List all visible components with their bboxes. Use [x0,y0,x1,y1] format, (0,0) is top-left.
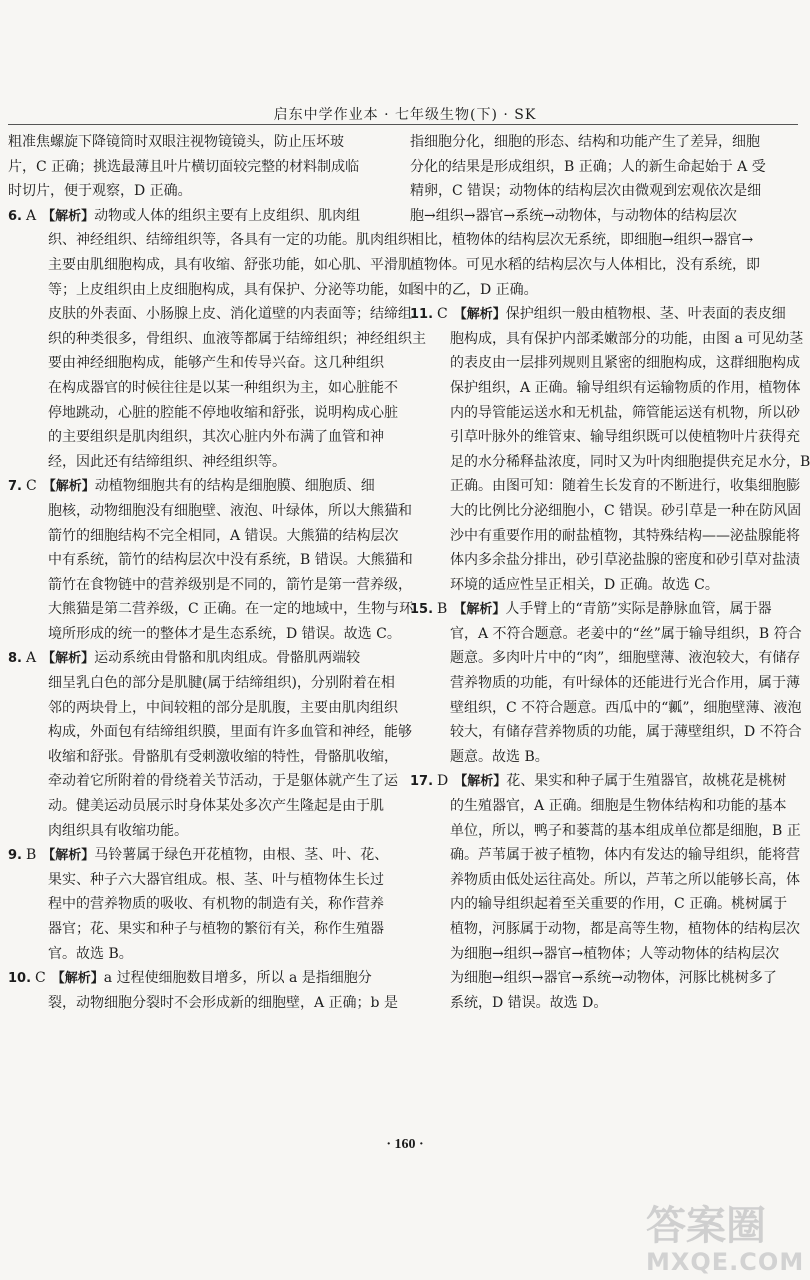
line-text: 织、神经组织、结缔组织等，各具有一定的功能。肌肉组织 [48,232,412,249]
line-text: 动物或人体的组织主要有上皮组织、肌肉组 [94,207,361,224]
line-text: 收缩和舒张。骨骼肌有受刺激收缩的特性，骨骼肌收缩， [48,748,398,765]
text-line [410,179,800,204]
answer-letter: B [25,847,37,864]
question-number: 7. [8,479,22,495]
text-line [410,253,800,278]
answer-entry [410,130,800,302]
text-line [8,597,414,622]
analysis-tag: 【解析】 [42,651,95,667]
text-line [8,966,376,991]
line-text: 的主要组织是肌肉组织，其次心脏内外布满了血管和神 [48,429,384,446]
text-line [410,450,810,475]
line-text: 果实、种子六大器官组成。根、茎、叶与植物体生长过 [48,871,384,888]
line-text: 内的导管能运送水和无机盐，筛管能运送有机物，所以砂 [450,404,800,421]
text-line [8,351,384,376]
line-text: 官，A 不符合题意。老姜中的“丝”属于输导组织，B 符合 [450,625,802,642]
text-line [410,327,804,352]
text-line [8,843,389,868]
line-text: 指细胞分化，细胞的形态、结构和功能产生了差异，细胞 [410,134,760,150]
question-number: 15. [410,602,434,618]
line-text: 运动系统由骨骼和肌肉组成。骨骼肌两端较 [94,650,361,667]
line-text: 主要由肌细胞构成，具有收缩、舒张功能，如心肌、平滑肌 [48,256,412,273]
line-text: 停地跳动，心脏的腔能不停地收缩和舒张，说明构成心脏 [48,404,398,421]
text-line [410,302,800,327]
answer-letter: D [437,773,449,790]
line-text: 内的输导组织起着至关重要的作用，C 正确。桃树属于 [450,896,788,913]
analysis-tag: 【解析】 [42,848,95,864]
answer-entry [410,302,810,597]
line-text: 箭竹的细胞结构不完全相同，A 错误。大熊猫的结构层次 [48,527,399,544]
line-text: 营养物质的功能，有叶绿体的还能进行光合作用，属于薄 [450,675,800,692]
line-text: 植物，河豚属于动物，都是高等生物，植物体的结构层次 [450,921,800,937]
text-line [410,351,800,376]
right-column [410,130,810,1015]
text-line [8,204,376,229]
text-line [410,228,800,253]
answer-entry [410,769,800,1015]
line-text: 足的水分稀释盐浓度，同时又为叶肉细胞提供充足水分，B [450,453,810,470]
text-line [8,868,384,893]
answer-letter: C [437,306,448,323]
line-text: 人手臂上的“青筋”实际是静脉血管，属于器 [505,601,772,618]
line-text: 细呈乳白色的部分是肌腱(属于结缔组织)，分别附着在相 [48,675,395,692]
watermark-site: MXQE.COM [646,1248,805,1276]
line-text: 构成，外面包有结缔组织膜，里面有许多血管和神经，能够 [48,724,412,741]
line-text: 保护组织一般由植物根、茎、叶表面的表皮细 [505,306,786,323]
answer-entry [8,966,398,1015]
line-text: 单位，所以，鸭子和蒌蒿的基本组成单位都是细胞，B 正 [450,822,801,839]
line-text: 引草叶脉外的维管束、输导组织既可以使植物叶片获得充 [450,429,800,446]
line-text: 正确。由图可知：随着生长发育的不断进行，收集细胞膨 [450,478,800,495]
line-text: 的表皮由一层排列规则且紧密的细胞构成，这群细胞构成 [450,355,800,372]
text-line [8,155,376,180]
line-text: 体内多余盐分排出，砂引草泌盐腺的密度和砂引草对盐渍 [450,552,800,569]
answer-letter: B [437,601,448,618]
text-line [410,819,800,844]
analysis-tag: 【解析】 [453,602,506,618]
line-text: 大的比例比分泌细胞小，C 错误。砂引草是一种在防风固 [450,502,802,519]
text-line [8,942,376,967]
line-text: a 过程使细胞数目增多，所以 a 是指细胞分 [103,970,372,987]
text-line [410,966,800,991]
text-line [410,868,800,893]
text-line [410,745,800,770]
text-line [8,253,412,278]
line-text: 胞→组织→器官→系统→动物体，与动物体的结构层次 [410,207,737,224]
line-text: 为细胞→组织→器官→系统→动物体，河豚比桃树多了 [450,970,777,987]
line-text: 片，C 正确；挑选最薄且叶片横切面较完整的材料制成临 [8,158,360,175]
text-line [410,720,800,745]
line-text: 肉组织具有收缩功能。 [48,822,188,839]
line-text: 的生殖器官，A 正确。细胞是生物体结构和功能的基本 [450,798,787,815]
text-line [8,524,399,549]
text-line [410,646,800,671]
line-text: 胞核，动物细胞没有细胞壁、液泡、叶绿体，所以大熊猫和 [48,502,412,519]
text-line [410,155,800,180]
line-text: 箭竹在食物链中的营养级别是不同的，箭竹是第一营养级， [48,576,412,593]
line-text: 裂，动物细胞分裂时不会形成新的细胞壁，A 正确；b 是 [48,994,398,1011]
text-line [410,401,800,426]
line-text: 程中的营养物质的吸收、有机物的制造有关，称作营养 [48,896,384,913]
text-line [8,401,398,426]
line-text: 植物体。可见水稻的结构层次与人体相比，没有系统，即 [410,256,760,273]
line-text: 分化的结果是形成组织，B 正确；人的新生命起始于 A 受 [410,158,766,175]
line-text: 精卵，C 错误；动物体的结构层次由微观到宏观依次是细 [410,183,762,200]
text-line [410,278,800,303]
text-line [8,671,395,696]
answer-entry [8,130,376,204]
line-text: 牵动着它所附着的骨绕着关节活动，于是躯体就产生了运 [48,773,398,790]
watermark-logo-text: 答案圈 [646,1203,766,1249]
question-number: 6. [8,208,22,224]
header-divider [8,124,798,125]
text-line [8,278,412,303]
text-line [410,548,800,573]
text-line [8,228,412,253]
line-text: 胞构成，具有保护内部柔嫩部分的功能，由图 a 可见幼茎 [450,330,804,347]
text-line [410,917,800,942]
text-line [410,622,800,647]
line-text: 养物质由低处运往高处。所以，芦苇之所以能够长高，体 [450,871,800,888]
text-line [8,696,398,721]
text-line [410,573,800,598]
line-text: 在构成器官的时候往往是以某一种组织为主，如心脏能不 [48,379,398,396]
answer-letter: C [35,970,46,987]
line-text: 经，因此还有结缔组织、神经组织等。 [48,453,286,470]
text-line [8,917,384,942]
text-line [8,425,384,450]
line-text: 中有系统，箭竹的结构层次中没有系统，B 错误。大熊猫和 [48,552,413,569]
text-line [410,499,800,524]
line-text: 为细胞→组织→器官→植物体；人等动物体的结构层次 [450,945,780,962]
line-text: 较大，有储存营养物质的功能，属于薄壁组织，D 不符合 [450,724,802,741]
line-text: 图中的乙，D 正确。 [410,281,538,298]
analysis-tag: 【解析】 [454,774,507,790]
text-line [410,130,800,155]
line-text: 织的种类很多，骨组织、血液等都属于结缔组织；神经组织主 [48,330,426,347]
question-number: 9. [8,848,22,864]
line-text: 相比，植物体的结构层次无系统，即细胞→组织→器官→ [410,232,754,249]
text-line [8,769,398,794]
text-line [410,204,800,229]
text-line [8,622,401,647]
line-text: 邻的两块骨上，中间较粗的部分是肌腹，主要由肌肉组织 [48,699,398,716]
text-line [410,794,800,819]
analysis-tag: 【解析】 [453,307,506,323]
text-line [8,892,384,917]
text-line [8,646,376,671]
line-text: 保护组织，A 正确。输导组织有运输物质的作用，植物体 [450,379,801,396]
text-line [8,376,398,401]
line-text: 官。故选 B。 [48,945,133,962]
text-line [8,130,376,155]
line-text: 系统，D 错误。故选 D。 [450,994,608,1011]
question-number: 8. [8,651,22,667]
question-number: 10. [8,971,32,987]
text-line [410,991,800,1016]
text-line [410,843,800,868]
text-line [410,524,800,549]
line-text: 确。芦苇属于被子植物，体内有发达的输导组织，能将营 [450,847,800,864]
line-text: 动。健美运动员展示时身体某处多次产生隆起是由于肌 [48,798,384,815]
answer-letter: A [25,650,37,667]
analysis-tag: 【解析】 [42,208,95,224]
text-line [8,548,413,573]
page-number: · 160 · [386,1137,424,1152]
analysis-tag: 【解析】 [51,971,104,987]
text-line [8,474,376,499]
text-line [8,179,376,204]
text-line [410,425,800,450]
text-line [410,597,800,622]
line-text: 题意。多肉叶片中的“肉”，细胞壁薄、液泡较大，有储存 [450,650,801,667]
text-line [8,573,412,598]
answer-entry [410,597,800,769]
answer-letter: C [25,478,37,495]
text-line [410,769,800,794]
answer-letter: A [25,207,37,224]
question-number: 17. [410,774,434,790]
line-text: 要由神经细胞构成，能够产生和传导兴奋。这几种组织 [48,355,384,372]
line-text: 马铃薯属于绿色开花植物，由根、茎、叶、花、 [94,847,389,864]
text-line [8,302,412,327]
answer-entry [8,843,389,966]
line-text: 动植物细胞共有的结构是细胞膜、细胞质、细 [94,478,375,495]
line-text: 花、果实和种子属于生殖器官，故桃花是桃树 [506,773,787,790]
text-line [8,819,376,844]
line-text: 环境的适应性呈正相关，D 正确。故选 C。 [450,576,719,593]
text-line [410,376,800,401]
text-line [8,794,384,819]
text-line [8,991,398,1016]
line-text: 粗准焦螺旋下降镜筒时双眼注视物镜镜头，防止压坏玻 [8,134,344,150]
text-line [410,474,800,499]
line-text: 器官；花、果实和种子与植物的繁衍有关，称作生殖器 [48,921,384,937]
answer-entry [8,474,414,646]
line-text: 沙中有重要作用的耐盐植物，其特殊结构——泌盐腺能将 [450,527,800,544]
line-text: 境所形成的统一的整体才是生态系统，D 错误。故选 C。 [48,625,401,642]
text-line [8,450,376,475]
line-text: 大熊猫是第二营养级，C 正确。在一定的地域中，生物与环 [48,601,414,618]
text-line [410,671,800,696]
page-header: 启东中学作业本 · 七年级生物(下) · SK [273,107,537,123]
text-line [8,720,412,745]
line-text: 时切片，便于观察，D 正确。 [8,183,192,200]
text-line [410,696,800,721]
line-text: 题意。故选 B。 [450,748,549,765]
line-text: 壁组织，C 不符合题意。西瓜中的“瓤”，细胞壁薄、液泡 [450,699,802,716]
text-line [8,745,398,770]
text-line [8,499,412,524]
answer-entry [8,646,412,843]
line-text: 皮肤的外表面、小肠腺上皮、消化道壁的内表面等；结缔组 [48,306,412,323]
text-line [410,892,800,917]
analysis-tag: 【解析】 [42,479,95,495]
text-line [8,327,426,352]
question-number: 11. [410,307,434,323]
text-line [410,942,800,967]
line-text: 等；上皮组织由上皮细胞构成，具有保护、分泌等功能，如 [48,281,412,298]
